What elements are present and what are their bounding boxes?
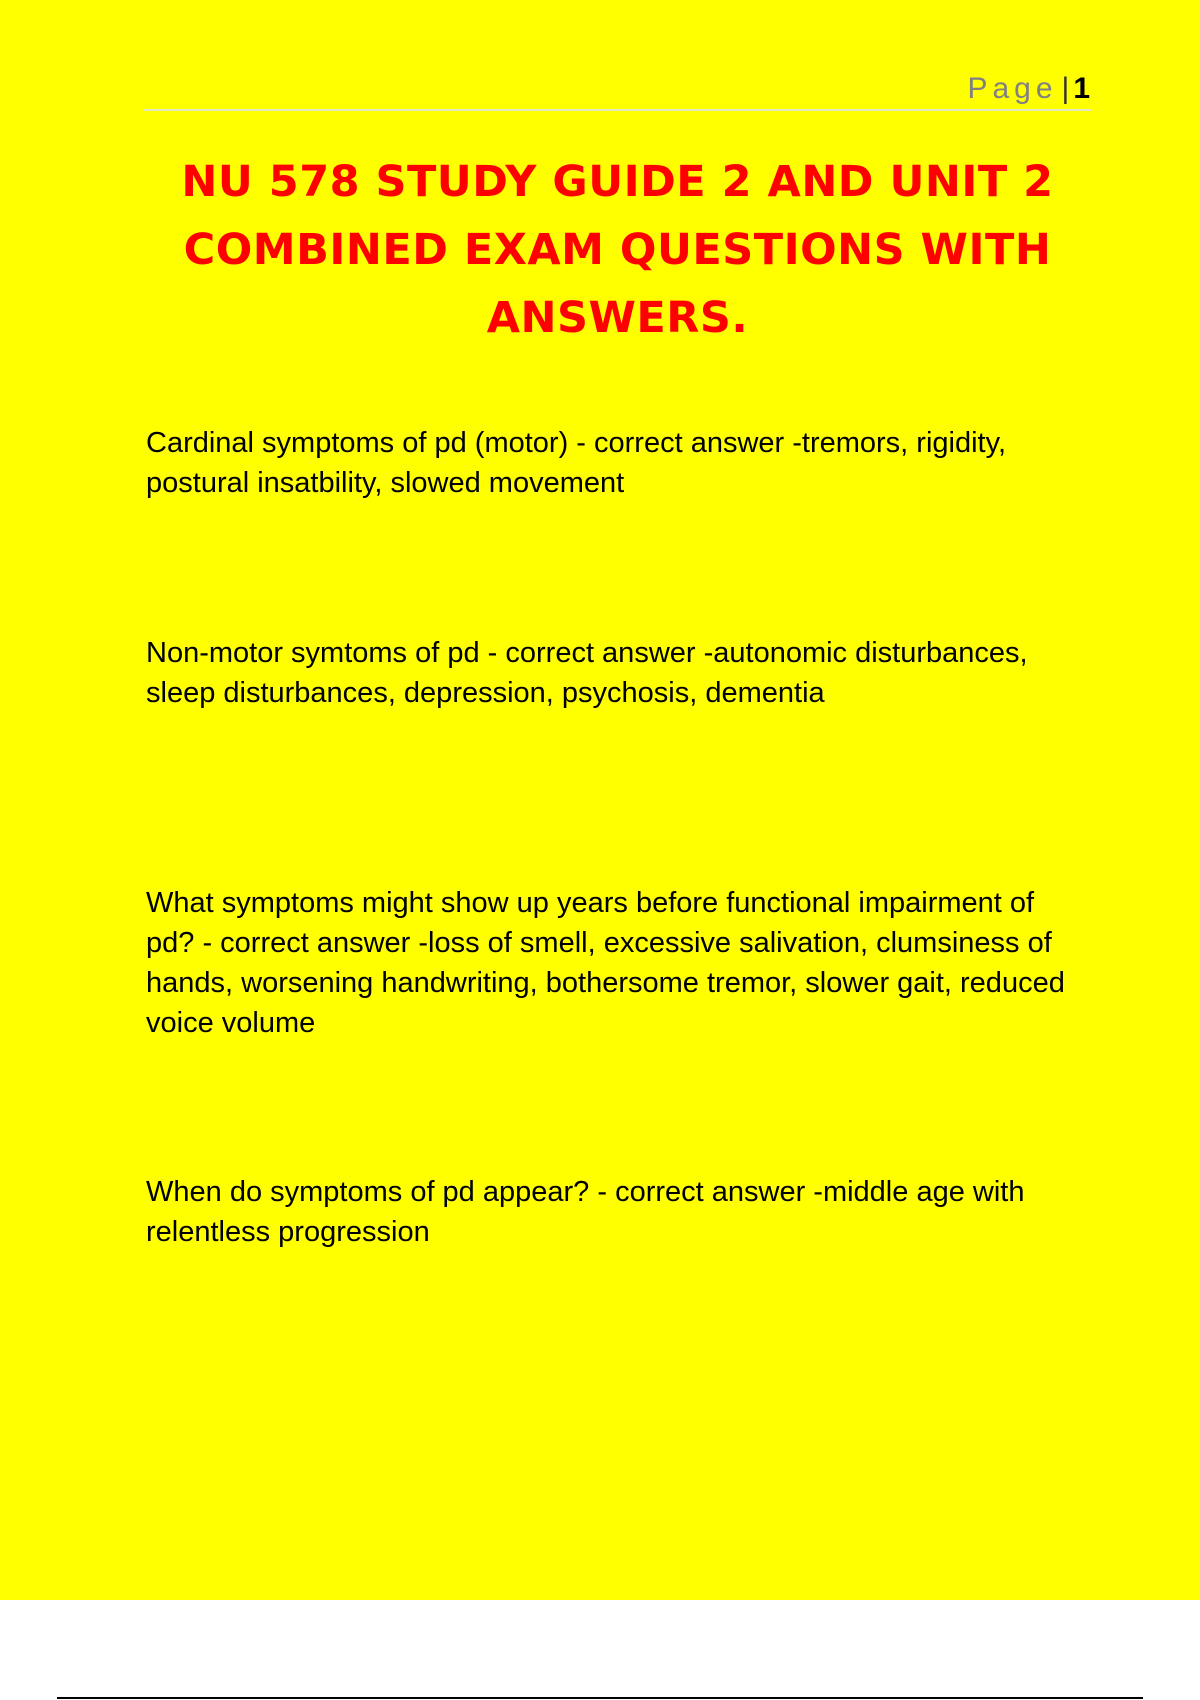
- qa-item-non-motor-symptoms: Non-motor symtoms of pd - correct answer -autonomic disturbances, sleep disturbances, depression, psychosis, dementia: [146, 637, 1028, 709]
- header-divider: [143, 109, 1092, 111]
- page-label: Page: [967, 72, 1058, 105]
- page-separator: |: [1061, 72, 1070, 105]
- qa-item-symptom-onset: When do symptoms of pd appear? - correct answer -middle age with relentless progression: [146, 1176, 1025, 1248]
- page-number: 1: [1073, 72, 1090, 105]
- document-title: NU 578 STUDY GUIDE 2 AND UNIT 2 COMBINED EXAM QUESTIONS WITH ANSWERS.: [181, 157, 1054, 343]
- page-number-header: [967, 72, 1090, 106]
- qa-item-cardinal-symptoms: Cardinal symptoms of pd (motor) - correct answer -tremors, rigidity, postural insatbility, slowed movement: [146, 427, 1007, 499]
- footer-divider: [57, 1697, 1143, 1699]
- qa-item-early-symptoms: What symptoms might show up years before functional impairment of pd? - correct answer -loss of smell, excessive salivation, clumsiness of hands, worsening handwriting, bothersome tremor, slower gait, reduced voice volume: [146, 887, 1065, 1039]
